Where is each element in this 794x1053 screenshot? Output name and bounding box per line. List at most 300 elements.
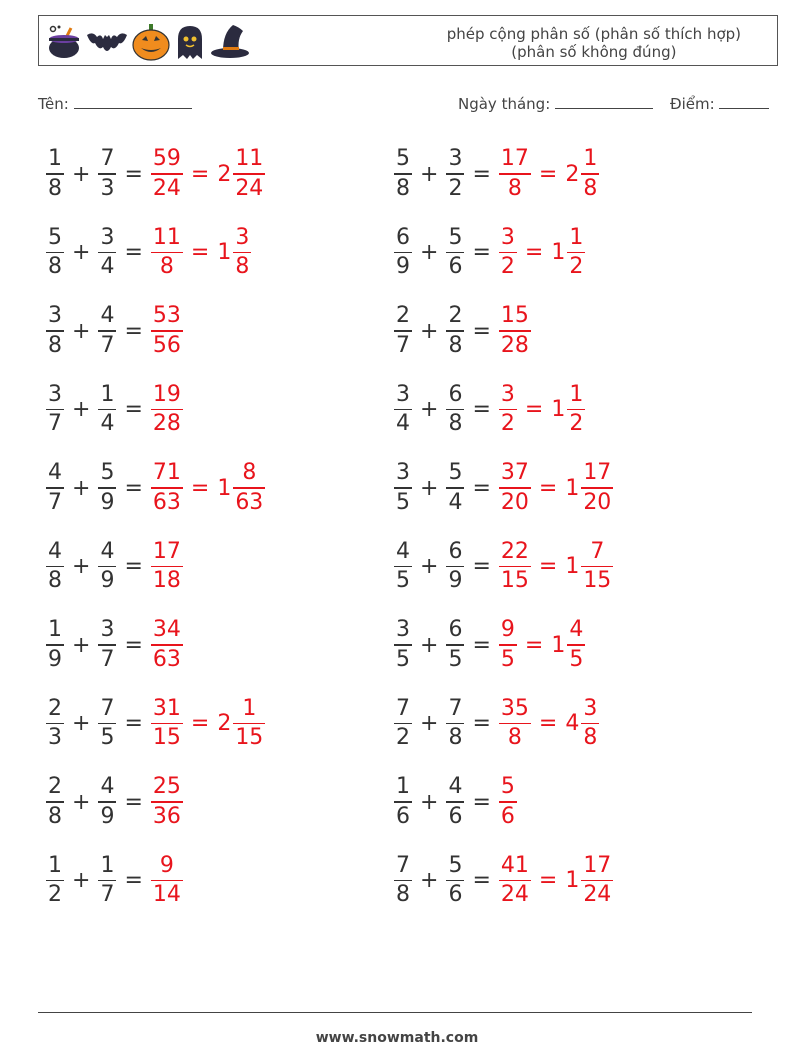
equals-sign: = xyxy=(124,868,143,893)
mixed-fraction xyxy=(581,462,613,514)
addend-b xyxy=(446,462,464,514)
addend-b-bar xyxy=(98,330,116,332)
equals-sign: = xyxy=(472,318,491,344)
answer-fraction xyxy=(499,305,531,357)
addend-b xyxy=(98,381,116,437)
problem-item xyxy=(46,767,183,837)
answer-fraction-numerator: 11 xyxy=(152,224,181,250)
answer-fraction xyxy=(151,381,183,437)
plus-sign: + xyxy=(72,240,91,265)
addend-b-numerator: 1 xyxy=(100,852,115,878)
addend-b-denominator: 7 xyxy=(100,646,115,672)
date-label: Ngày tháng: xyxy=(458,95,551,113)
problem-item xyxy=(46,610,183,680)
equals-sign-mixed: = xyxy=(190,240,210,265)
answer-fraction-denominator: 2 xyxy=(500,254,515,280)
answer-fraction-bar xyxy=(499,409,517,411)
equals-sign: = xyxy=(124,240,143,265)
addend-a-bar xyxy=(394,880,412,882)
answer-fraction-bar xyxy=(151,487,183,489)
answer-fraction-bar xyxy=(499,880,531,882)
mixed-fraction-denominator: 24 xyxy=(583,882,612,908)
equals-sign-mixed: = xyxy=(524,632,544,658)
mixed-fraction-numerator: 1 xyxy=(583,146,598,172)
name-blank[interactable] xyxy=(74,94,192,109)
answer-fraction-numerator: 3 xyxy=(500,381,515,407)
problem-item xyxy=(46,532,183,602)
problem-item xyxy=(46,218,251,288)
mixed-fraction xyxy=(567,619,585,671)
answer-fraction-numerator: 35 xyxy=(500,695,529,721)
date-field[interactable] xyxy=(458,94,653,113)
addend-a-denominator: 7 xyxy=(48,489,62,515)
mixed-fraction-denominator: 8 xyxy=(583,725,598,751)
answer-fraction-numerator: 53 xyxy=(152,303,181,329)
mixed-fraction-numerator: 3 xyxy=(583,695,598,721)
answer-fraction-bar xyxy=(151,252,183,254)
equals-sign-mixed: = xyxy=(538,868,558,893)
mixed-fraction-bar xyxy=(233,173,265,175)
answer-fraction-bar xyxy=(151,409,183,411)
addend-a xyxy=(394,776,412,828)
plus-sign: + xyxy=(72,318,91,344)
addend-b-denominator: 5 xyxy=(100,725,115,751)
mixed-fraction-bar xyxy=(581,566,613,568)
witch-hat-icon xyxy=(209,23,251,61)
cauldron-icon xyxy=(45,24,83,60)
addend-a-bar xyxy=(394,409,412,411)
problem-item xyxy=(46,689,265,759)
addend-a-numerator: 6 xyxy=(396,224,410,250)
addend-b-numerator: 6 xyxy=(448,381,463,407)
name-field[interactable] xyxy=(38,94,192,113)
answer-fraction xyxy=(499,462,531,514)
answer-fraction-denominator: 56 xyxy=(152,332,181,358)
addend-a-numerator: 2 xyxy=(48,774,62,800)
addend-a-bar xyxy=(46,330,64,332)
icon-strip xyxy=(45,22,251,62)
plus-sign: + xyxy=(420,868,439,893)
addend-b-denominator: 7 xyxy=(100,332,115,358)
answer-fraction xyxy=(151,776,183,828)
answer-fraction-numerator: 3 xyxy=(500,224,515,250)
addend-b xyxy=(446,224,464,280)
addend-b-numerator: 5 xyxy=(100,460,115,486)
addend-b-bar xyxy=(98,173,116,175)
mixed-fraction-numerator: 7 xyxy=(590,538,605,564)
addend-a-bar xyxy=(394,330,412,332)
addend-b-bar xyxy=(98,880,116,882)
answer-fraction xyxy=(499,381,517,437)
addend-b-numerator: 5 xyxy=(448,460,463,486)
title-line-1: phép cộng phân số (phân số thích hợp) xyxy=(446,25,741,43)
answer-fraction xyxy=(499,538,531,594)
equals-sign-mixed: = xyxy=(190,161,210,187)
answer-fraction-numerator: 17 xyxy=(152,538,181,564)
plus-sign: + xyxy=(72,554,91,579)
answer-fraction xyxy=(151,695,183,751)
addend-b-numerator: 6 xyxy=(448,538,463,564)
plus-sign: + xyxy=(420,554,439,579)
equals-sign-mixed: = xyxy=(524,397,544,422)
answer-fraction xyxy=(151,305,183,357)
equals-sign: = xyxy=(472,711,491,736)
addend-b-numerator: 1 xyxy=(100,381,115,407)
mixed-fraction-denominator: 20 xyxy=(583,489,612,515)
answer-fraction-denominator: 24 xyxy=(500,882,529,908)
problem-item xyxy=(46,453,265,523)
equals-sign-mixed: = xyxy=(190,475,210,501)
answer-fraction-bar xyxy=(499,723,531,725)
addend-b xyxy=(98,695,116,751)
answer-fraction-numerator: 22 xyxy=(500,538,529,564)
equals-sign-mixed: = xyxy=(538,554,558,579)
mixed-whole: 4 xyxy=(565,711,580,736)
mixed-whole: 2 xyxy=(565,161,580,187)
addend-a-denominator: 8 xyxy=(48,175,62,201)
addend-b xyxy=(446,148,464,200)
equals-sign: = xyxy=(472,397,491,422)
answer-fraction-denominator: 5 xyxy=(500,646,515,672)
addend-a xyxy=(46,776,64,828)
addend-b-denominator: 9 xyxy=(100,803,115,829)
addend-a xyxy=(394,538,412,594)
addend-b xyxy=(98,462,116,514)
equals-sign: = xyxy=(124,318,143,344)
answer-fraction xyxy=(499,776,517,828)
addend-b-bar xyxy=(446,801,464,803)
answer-fraction-numerator: 34 xyxy=(152,617,181,643)
addend-a-denominator: 8 xyxy=(48,803,62,829)
addend-b-numerator: 3 xyxy=(100,224,115,250)
mixed-fraction-bar xyxy=(233,723,265,725)
addend-b-bar xyxy=(98,644,116,646)
addend-b-numerator: 7 xyxy=(100,695,115,721)
answer-fraction xyxy=(499,695,531,751)
addend-a-bar xyxy=(46,723,64,725)
addend-b-denominator: 9 xyxy=(100,489,115,515)
answer-fraction xyxy=(151,538,183,594)
plus-sign: + xyxy=(72,397,91,422)
addend-a-bar xyxy=(46,173,64,175)
addend-b xyxy=(446,852,464,908)
mixed-fraction-denominator: 24 xyxy=(235,175,264,201)
addend-b-denominator: 3 xyxy=(100,175,115,201)
problem-item xyxy=(46,296,183,366)
addend-a-denominator: 5 xyxy=(396,489,410,515)
mixed-fraction-numerator: 17 xyxy=(583,460,612,486)
mixed-whole: 1 xyxy=(551,240,566,265)
addend-a xyxy=(394,148,412,200)
addend-b-denominator: 9 xyxy=(100,568,115,594)
addend-b-numerator: 3 xyxy=(100,617,115,643)
mixed-fraction-denominator: 2 xyxy=(569,411,584,437)
mixed-fraction xyxy=(233,695,265,751)
addend-a-numerator: 4 xyxy=(396,538,410,564)
problem-item xyxy=(394,767,517,837)
addend-b-denominator: 4 xyxy=(100,411,115,437)
plus-sign: + xyxy=(420,475,439,501)
answer-fraction-denominator: 14 xyxy=(152,882,181,908)
addend-b-bar xyxy=(98,801,116,803)
mixed-whole: 1 xyxy=(565,475,580,501)
answer-fraction-denominator: 6 xyxy=(500,803,515,829)
addend-a-bar xyxy=(46,566,64,568)
addend-b-bar xyxy=(98,723,116,725)
answer-fraction-denominator: 28 xyxy=(152,411,181,437)
mixed-fraction-bar xyxy=(233,252,251,254)
addend-b-denominator: 5 xyxy=(448,646,463,672)
mixed-fraction xyxy=(567,224,585,280)
mixed-fraction-bar xyxy=(581,487,613,489)
mixed-whole: 1 xyxy=(217,240,232,265)
bat-icon xyxy=(85,27,129,57)
mixed-whole: 1 xyxy=(217,475,232,501)
mixed-fraction-numerator: 17 xyxy=(583,852,612,878)
mixed-whole: 1 xyxy=(565,868,580,893)
equals-sign: = xyxy=(124,632,143,658)
equals-sign: = xyxy=(124,475,143,501)
addend-b xyxy=(446,381,464,437)
addend-b-numerator: 4 xyxy=(100,538,115,564)
mixed-fraction-denominator: 15 xyxy=(583,568,612,594)
addend-b-numerator: 4 xyxy=(448,774,463,800)
answer-fraction-bar xyxy=(151,566,183,568)
problem-item xyxy=(46,139,265,209)
addend-b-numerator: 4 xyxy=(100,303,115,329)
addend-a-denominator: 8 xyxy=(396,175,410,201)
addend-b xyxy=(446,695,464,751)
addend-b-denominator: 2 xyxy=(448,175,463,201)
problem-item xyxy=(394,296,531,366)
problem-item xyxy=(394,139,599,209)
header-box xyxy=(38,15,778,66)
answer-fraction-bar xyxy=(151,880,183,882)
problem-item xyxy=(394,375,585,445)
addend-b-bar xyxy=(446,330,464,332)
addend-b-bar xyxy=(446,409,464,411)
answer-fraction-bar xyxy=(151,723,183,725)
plus-sign: + xyxy=(72,632,91,658)
addend-b-denominator: 6 xyxy=(448,803,463,829)
addend-a-bar xyxy=(394,252,412,254)
problem-item xyxy=(46,375,183,445)
addend-b-denominator: 6 xyxy=(448,882,463,908)
answer-fraction xyxy=(499,619,517,671)
addend-a xyxy=(394,619,412,671)
answer-fraction-numerator: 71 xyxy=(152,460,181,486)
problem-item xyxy=(394,689,599,759)
answer-fraction-bar xyxy=(151,173,183,175)
addend-b-numerator: 3 xyxy=(448,146,463,172)
mixed-fraction-denominator: 63 xyxy=(235,489,264,515)
addend-b-numerator: 6 xyxy=(448,617,463,643)
addend-b-numerator: 2 xyxy=(448,303,463,329)
mixed-fraction xyxy=(233,224,251,280)
addend-a-numerator: 7 xyxy=(396,695,410,721)
addend-b-denominator: 9 xyxy=(448,568,463,594)
addend-a-denominator: 9 xyxy=(396,254,410,280)
addend-a-denominator: 8 xyxy=(396,882,410,908)
answer-fraction-denominator: 18 xyxy=(152,568,181,594)
addend-a-denominator: 2 xyxy=(48,882,62,908)
ghost-icon xyxy=(173,23,207,61)
addend-a-denominator: 7 xyxy=(396,332,410,358)
addend-a-numerator: 1 xyxy=(48,852,62,878)
addend-a xyxy=(46,148,64,200)
addend-a xyxy=(394,381,412,437)
addend-b-bar xyxy=(446,566,464,568)
mixed-fraction-numerator: 1 xyxy=(569,381,584,407)
answer-fraction-denominator: 20 xyxy=(500,489,529,515)
addend-a xyxy=(394,224,412,280)
answer-fraction-numerator: 41 xyxy=(500,852,529,878)
answer-fraction-denominator: 15 xyxy=(500,568,529,594)
addend-b-bar xyxy=(98,409,116,411)
answer-fraction xyxy=(499,224,517,280)
answer-fraction-bar xyxy=(499,566,531,568)
answer-fraction-bar xyxy=(499,801,517,803)
equals-sign: = xyxy=(472,161,491,187)
answer-fraction-denominator: 8 xyxy=(507,725,522,751)
mixed-fraction-bar xyxy=(567,644,585,646)
equals-sign: = xyxy=(472,240,491,265)
addend-a-denominator: 4 xyxy=(396,411,410,437)
addend-a xyxy=(394,852,412,908)
addend-a-bar xyxy=(394,566,412,568)
plus-sign: + xyxy=(420,397,439,422)
answer-fraction-bar xyxy=(499,252,517,254)
addend-b xyxy=(446,538,464,594)
addend-a-bar xyxy=(46,409,64,411)
addend-b-bar xyxy=(446,880,464,882)
addend-a-bar xyxy=(394,644,412,646)
addend-a-bar xyxy=(46,880,64,882)
footer-url: www.snowmath.com xyxy=(315,1030,479,1046)
addend-b xyxy=(98,148,116,200)
addend-a-denominator: 8 xyxy=(48,568,62,594)
answer-fraction-bar xyxy=(151,644,183,646)
plus-sign: + xyxy=(72,868,91,893)
plus-sign: + xyxy=(72,161,91,187)
addend-a-numerator: 3 xyxy=(396,617,410,643)
plus-sign: + xyxy=(420,789,439,815)
score-blank[interactable] xyxy=(719,94,769,109)
answer-fraction-numerator: 25 xyxy=(152,774,181,800)
answer-fraction xyxy=(151,148,183,200)
mixed-whole: 2 xyxy=(217,161,232,187)
pumpkin-icon xyxy=(131,23,171,61)
addend-a-denominator: 6 xyxy=(396,803,410,829)
addend-a-numerator: 3 xyxy=(48,381,62,407)
addend-a-bar xyxy=(46,644,64,646)
problem-item xyxy=(394,846,613,916)
addend-a-numerator: 1 xyxy=(396,774,410,800)
answer-fraction-bar xyxy=(499,487,531,489)
addend-b-bar xyxy=(446,487,464,489)
mixed-fraction-numerator: 11 xyxy=(235,146,264,172)
mixed-fraction-numerator: 4 xyxy=(569,617,584,643)
addend-b-bar xyxy=(98,252,116,254)
addend-b xyxy=(98,224,116,280)
answer-fraction-numerator: 19 xyxy=(152,381,181,407)
addend-b xyxy=(446,776,464,828)
score-field[interactable] xyxy=(670,94,769,113)
worksheet-title xyxy=(447,25,741,61)
problem-item xyxy=(394,218,585,288)
addend-a xyxy=(394,695,412,751)
addend-a-bar xyxy=(46,252,64,254)
addend-a-bar xyxy=(394,723,412,725)
addend-a-denominator: 2 xyxy=(396,725,410,751)
mixed-fraction xyxy=(233,462,265,514)
addend-b-denominator: 4 xyxy=(100,254,115,280)
addend-a-denominator: 7 xyxy=(48,411,62,437)
answer-fraction xyxy=(151,852,183,908)
equals-sign: = xyxy=(124,789,143,815)
mixed-fraction-bar xyxy=(581,880,613,882)
addend-b xyxy=(98,776,116,828)
addend-a-numerator: 5 xyxy=(396,146,410,172)
mixed-whole: 2 xyxy=(217,711,232,736)
mixed-whole: 1 xyxy=(551,632,566,658)
addend-a-denominator: 5 xyxy=(396,568,410,594)
mixed-fraction-denominator: 8 xyxy=(583,175,598,201)
problem-item xyxy=(46,846,183,916)
addend-b-bar xyxy=(446,173,464,175)
addend-a-numerator: 4 xyxy=(48,460,62,486)
answer-fraction-denominator: 24 xyxy=(152,175,181,201)
answer-fraction-numerator: 9 xyxy=(159,852,174,878)
answer-fraction-denominator: 8 xyxy=(507,175,522,201)
addend-b xyxy=(98,538,116,594)
answer-fraction-numerator: 37 xyxy=(500,460,529,486)
plus-sign: + xyxy=(420,161,439,187)
addend-b-bar xyxy=(446,644,464,646)
equals-sign: = xyxy=(472,868,491,893)
answer-fraction-numerator: 31 xyxy=(152,695,181,721)
answer-fraction-denominator: 36 xyxy=(152,803,181,829)
answer-fraction-bar xyxy=(499,173,531,175)
answer-fraction-bar xyxy=(499,644,517,646)
equals-sign-mixed: = xyxy=(524,240,544,265)
mixed-fraction-bar xyxy=(567,409,585,411)
date-blank[interactable] xyxy=(555,94,653,109)
mixed-whole: 1 xyxy=(565,554,580,579)
name-label: Tên: xyxy=(38,95,69,113)
addend-a-bar xyxy=(46,801,64,803)
equals-sign-mixed: = xyxy=(190,711,210,736)
mixed-fraction-numerator: 1 xyxy=(569,224,584,250)
addend-b-bar xyxy=(98,566,116,568)
addend-b-bar xyxy=(446,723,464,725)
addend-a xyxy=(46,224,64,280)
answer-fraction-numerator: 9 xyxy=(500,617,515,643)
addend-b-bar xyxy=(98,487,116,489)
addend-a-numerator: 3 xyxy=(48,303,62,329)
answer-fraction-numerator: 59 xyxy=(152,146,181,172)
addend-a xyxy=(46,619,64,671)
answer-fraction-numerator: 17 xyxy=(500,146,529,172)
mixed-fraction-numerator: 8 xyxy=(242,460,257,486)
addend-a-bar xyxy=(394,173,412,175)
mixed-fraction xyxy=(581,852,613,908)
mixed-fraction-bar xyxy=(581,173,599,175)
answer-fraction xyxy=(151,619,183,671)
addend-a xyxy=(46,381,64,437)
addend-b-denominator: 7 xyxy=(100,882,115,908)
plus-sign: + xyxy=(72,789,91,815)
